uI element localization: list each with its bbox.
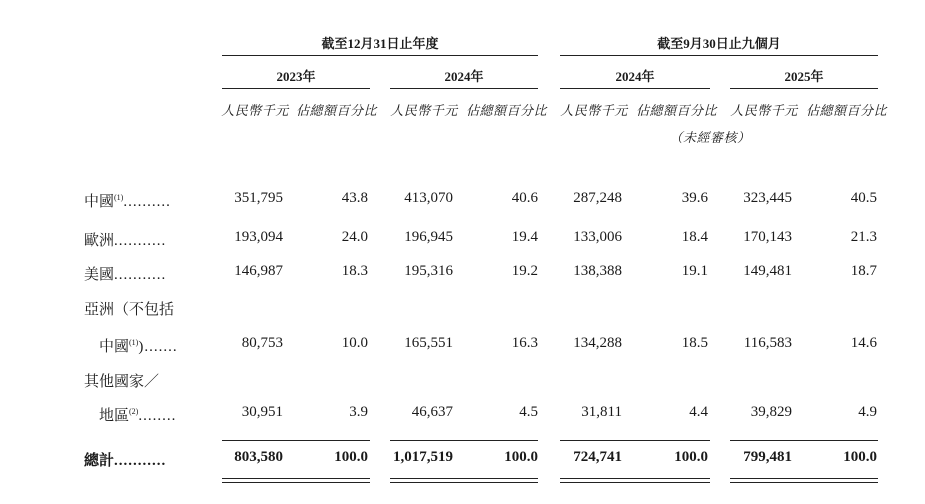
unit-header-percent: 佔總額百分比 <box>806 103 888 118</box>
amount-cell: 46,637 <box>411 404 453 420</box>
percent-cell: 4.9 <box>858 404 877 420</box>
unaudited-note: （未經審核） <box>669 130 751 145</box>
row-label-text: 總計 <box>84 453 115 469</box>
total-double-rule <box>560 478 710 479</box>
footnote-marker: (1) <box>129 338 139 347</box>
period-rule-nine-months <box>560 55 878 56</box>
unit-header-amount: 人民幣千元 <box>560 103 628 118</box>
amount-cell: 196,945 <box>404 229 453 245</box>
year-rule <box>730 88 878 89</box>
percent-cell: 19.4 <box>511 229 538 245</box>
percent-cell: 24.0 <box>341 229 368 245</box>
amount-cell: 133,006 <box>573 229 622 245</box>
percent-cell: 18.7 <box>850 263 877 279</box>
unit-header-amount: 人民幣千元 <box>730 103 798 118</box>
percent-cell: 14.6 <box>850 335 877 351</box>
amount-cell: 31,811 <box>581 404 622 420</box>
total-double-rule <box>222 482 370 483</box>
unit-header-percent: 佔總額百分比 <box>466 103 548 118</box>
leader-dots: )....... <box>138 339 178 355</box>
row-label-text: 中國 <box>84 194 115 210</box>
percent-cell: 16.3 <box>511 335 538 351</box>
row-label <box>84 229 166 250</box>
year-rule <box>560 88 710 89</box>
percent-cell: 18.5 <box>681 335 708 351</box>
amount-cell: 39,829 <box>750 404 792 420</box>
row-label <box>84 263 166 284</box>
amount-cell: 138,388 <box>573 263 622 279</box>
row-label-text: 美國 <box>84 267 115 283</box>
percent-cell: 43.8 <box>341 190 368 206</box>
amount-cell: 149,481 <box>743 263 792 279</box>
year-header-2023: 2023年 <box>276 69 316 84</box>
amount-cell: 170,143 <box>743 229 792 245</box>
total-double-rule <box>730 482 878 483</box>
amount-cell: 351,795 <box>234 190 283 206</box>
subtotal-rule <box>560 440 710 441</box>
percent-cell: 18.4 <box>681 229 708 245</box>
leader-dots: .......... <box>123 194 171 210</box>
footnote-marker: (1) <box>114 193 124 202</box>
total-double-rule <box>390 482 538 483</box>
amount-cell: 116,583 <box>743 335 792 351</box>
subtotal-rule <box>222 440 370 441</box>
percent-cell: 100.0 <box>334 449 368 465</box>
year-header-2024-full: 2024年 <box>444 69 484 84</box>
percent-cell: 4.5 <box>519 404 538 420</box>
period-header-year: 截至12月31日止年度 <box>321 36 439 51</box>
subtotal-rule <box>390 440 538 441</box>
percent-cell: 4.4 <box>689 404 708 420</box>
leader-dots: ........ <box>138 408 177 424</box>
row-label-line1: 亞洲（不包括 <box>84 302 175 318</box>
percent-cell: 100.0 <box>674 449 708 465</box>
total-double-rule <box>560 482 710 483</box>
amount-cell: 30,951 <box>241 404 283 420</box>
row-label-total <box>84 449 166 470</box>
leader-dots: ........... <box>114 267 167 283</box>
unit-header-percent: 佔總額百分比 <box>296 103 378 118</box>
percent-cell: 100.0 <box>843 449 877 465</box>
row-label-text: 地區 <box>99 408 130 424</box>
row-label <box>99 404 176 425</box>
leader-dots: ........... <box>114 453 167 469</box>
percent-cell: 19.2 <box>511 263 538 279</box>
year-rule <box>390 88 538 89</box>
row-label-line1: 其他國家／ <box>84 374 160 390</box>
row-label-text: 歐洲 <box>84 233 115 249</box>
unit-header-amount: 人民幣千元 <box>221 103 289 118</box>
row-label-text: 中國 <box>99 339 130 355</box>
percent-cell: 100.0 <box>504 449 538 465</box>
year-header-2024-nine: 2024年 <box>615 69 655 84</box>
amount-cell: 413,070 <box>404 190 453 206</box>
total-double-rule <box>222 478 370 479</box>
percent-cell: 39.6 <box>681 190 708 206</box>
subtotal-rule <box>730 440 878 441</box>
amount-cell: 724,741 <box>573 449 622 465</box>
year-header-2025: 2025年 <box>784 69 824 84</box>
amount-cell: 146,987 <box>234 263 283 279</box>
percent-cell: 3.9 <box>349 404 368 420</box>
period-header-nine-months: 截至9月30日止九個月 <box>657 36 781 51</box>
total-double-rule <box>390 478 538 479</box>
amount-cell: 165,551 <box>404 335 453 351</box>
period-rule-year <box>222 55 538 56</box>
amount-cell: 80,753 <box>241 335 283 351</box>
footnote-marker: (2) <box>129 407 139 416</box>
amount-cell: 323,445 <box>743 190 792 206</box>
percent-cell: 19.1 <box>681 263 708 279</box>
year-rule <box>222 88 370 89</box>
amount-cell: 803,580 <box>234 449 283 465</box>
percent-cell: 21.3 <box>850 229 877 245</box>
amount-cell: 195,316 <box>404 263 453 279</box>
percent-cell: 40.5 <box>850 190 877 206</box>
amount-cell: 193,094 <box>234 229 283 245</box>
amount-cell: 287,248 <box>573 190 622 206</box>
percent-cell: 10.0 <box>341 335 368 351</box>
row-label <box>84 190 171 211</box>
row-label <box>99 335 178 356</box>
amount-cell: 799,481 <box>743 449 792 465</box>
leader-dots: ........... <box>114 233 167 249</box>
total-double-rule <box>730 478 878 479</box>
amount-cell: 134,288 <box>573 335 622 351</box>
unit-header-percent: 佔總額百分比 <box>636 103 718 118</box>
amount-cell: 1,017,519 <box>393 449 453 465</box>
percent-cell: 18.3 <box>341 263 368 279</box>
unit-header-amount: 人民幣千元 <box>390 103 458 118</box>
percent-cell: 40.6 <box>511 190 538 206</box>
